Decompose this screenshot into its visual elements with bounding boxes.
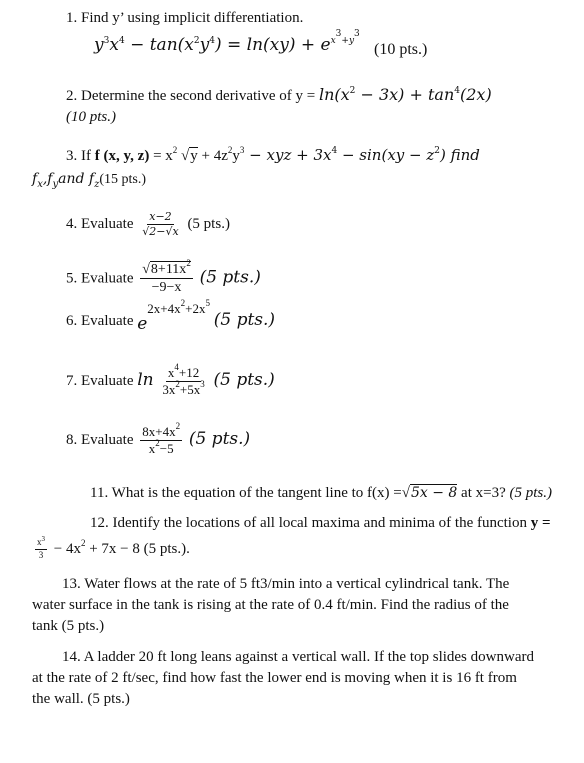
question-13-line1: 13. Water flows at the rate of 5 ft3/min into a vertical cylindrical tank. The: [62, 576, 510, 592]
question-2-line1: 2. Determine the second derivative of $y = \ln(x^2 - 3x) + \tan^4(2x)$: [66, 85, 492, 104]
question-14-line2: at the rate of 2 ft/sec, find how fast the lower end is moving when it is 16 ft from: [32, 670, 517, 686]
question-5: 5. Evaluate $\frac{√8+11x^2}{-9-x}$ (5 pts.): [66, 258, 261, 296]
question-13-line3: tank (5 pts.): [32, 618, 105, 634]
question-7-fraction: $\frac{x^4+12}{3x^2+5x^3}$: [162, 362, 205, 398]
question-6: 6. Evaluate $e2x+4x^2+2x^5$ (5 pts.): [66, 298, 276, 334]
question-1-equation: $y^3x^4 - \tan(x^2y^4) = \ln(xy) + e^{x3+y3}$: [94, 29, 360, 55]
question-3-line1: 3. If f (x, y, $z) = x^2$ $√y + 4z^2y^3$ − xyz + $3x^4 - \sin(xy - z^2)$ find: [66, 145, 480, 164]
question-7: 7. Evaluate ln $\frac{x^4+12}{3x^2+5x^3}$ (5 pts.): [66, 362, 275, 398]
question-5-fraction: $\frac{√8+11x^2}{-9-x}$: [142, 258, 191, 296]
question-12-line2: $\frac{x^3}{3}$ − $4x^2 + 7x - 8$ (5 pts.).: [37, 535, 190, 560]
question-14-line1: 14. A ladder 20 ft long leans against a vertical wall. If the top slides downward: [62, 649, 534, 665]
question-4: 4. Evaluate $\frac{x-2}{√2-√x}$ (5 pts.): [66, 210, 230, 239]
question-11: 11. What is the equation of the tangent line to f(x) =√5x − 8 at x=3? (5 pts.): [90, 485, 552, 501]
question-4-fraction: $\frac{x-2}{√2-√x}$: [142, 210, 179, 239]
question-12-fraction: $\frac{x^3}{3}$: [37, 535, 45, 560]
question-12-line1: 12. Identify the locations of all local maxima and minima of the function y =: [90, 515, 551, 531]
question-1-title: 1. Find y’ using implicit differentiation.: [66, 10, 304, 26]
question-2-points: (10 pts.): [66, 109, 116, 125]
question-8-fraction: $\frac{8x+4x^2}{x^2-5}$: [142, 421, 181, 457]
question-3-line2: $f_x,f_yand$ $f_z(15$ pts.): [32, 171, 147, 190]
question-13-line2: water surface in the tank is rising at the rate of 0.4 ft/min. Find the radius of the: [32, 597, 509, 613]
question-1-points: (10 pts.): [374, 41, 428, 58]
question-8: 8. Evaluate $\frac{8x+4x^2}{x^2-5}$ (5 pts.): [66, 421, 251, 457]
question-14-line3: the wall. (5 pts.): [32, 691, 130, 707]
